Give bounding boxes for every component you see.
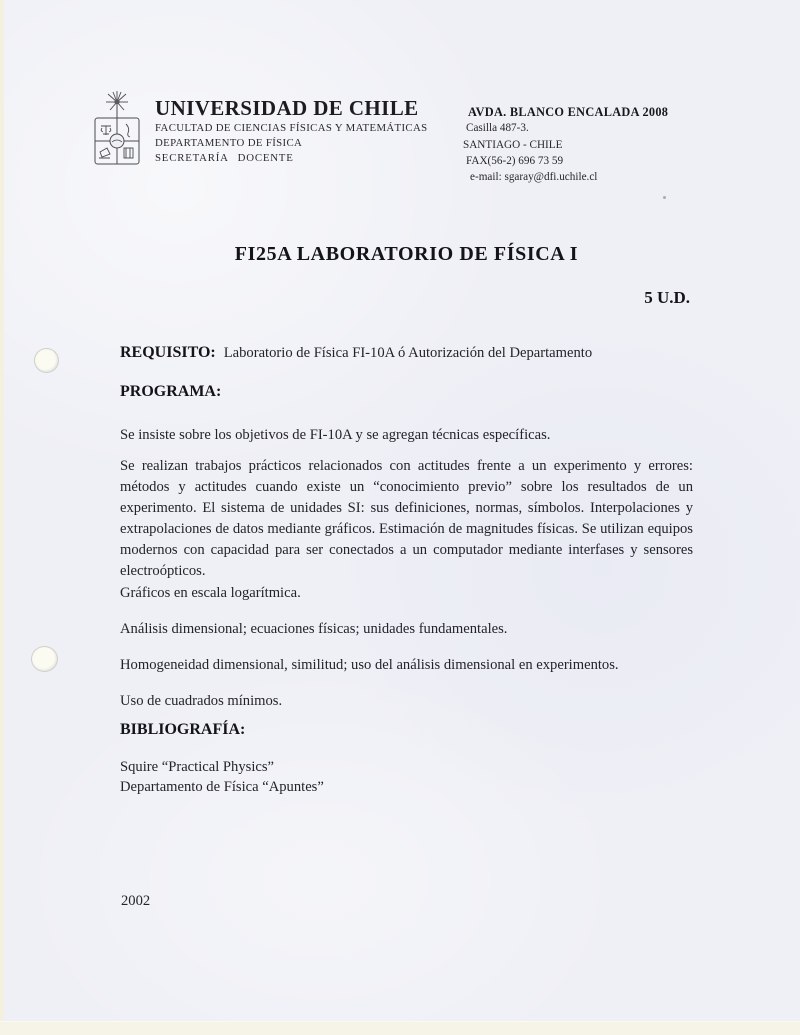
university-name: UNIVERSIDAD DE CHILE [155,96,419,120]
course-title: FI25A LABORATORIO DE FÍSICA I [234,243,579,265]
document-year: 2002 [121,893,151,909]
university-crest-icon [90,90,144,177]
programa-label: PROGRAMA: [120,383,222,400]
letterhead-left [155,98,428,163]
scan-edge-left [0,0,4,1035]
address-fax: FAX(56-2) 696 73 59 [466,154,564,167]
programa-paragraph: Se realizan trabajos prácticos relacionados con actitudes frente a un experimento y errores: métodos y actitudes cuando existe un “conocimiento previo” sobre los resultados de un experimento. El sistema de unidades SI: sus definiciones, normas, símbolos. Interpolaciones y extrapolaciones de datos mediante gráficos. Estimación de magnitudes físicas. Se utilizan equipos modernos con capacidad para ser conectados a un computador mediante interfases y sensores electroópticos. [120,458,693,579]
hole-punch [34,348,59,373]
bibliografia-item: Departamento de Física “Apuntes” [120,779,324,795]
programa-item: Gráficos en escala logarítmica. [120,585,301,601]
faculty-name: FACULTAD DE CIENCIAS FÍSICAS Y MATEMÁTICAS [155,122,428,134]
address-casilla: Casilla 487-3. [466,122,529,135]
programa-paragraph: Se insiste sobre los objetivos de FI-10A y se agregan técnicas específicas. [120,427,551,443]
course-credits: 5 U.D. [644,288,690,307]
requisito-label: REQUISITO: [120,344,216,361]
address-email: e-mail: sgaray@dfi.uchile.cl [470,170,598,183]
programa-item: Análisis dimensional; ecuaciones físicas; unidades fundamentales. [120,621,508,637]
bibliografia-list [120,757,693,797]
requisito-line [120,342,693,364]
department-name: DEPARTAMENTO DE FÍSICA [155,136,303,149]
hole-punch [31,646,58,672]
programa-item: Homogeneidad dimensional, similitud; uso del análisis dimensional en experimentos. [120,657,619,673]
scan-edge-bottom [0,1021,800,1035]
address-street: AVDA. BLANCO ENCALADA 2008 [468,105,669,119]
office-name: SECRETARÍA DOCENTE [155,151,294,164]
scan-speck [663,196,666,199]
requisito-value: Laboratorio de Física FI-10A ó Autorización del Departamento [223,345,593,361]
bibliografia-label: BIBLIOGRAFÍA: [120,721,246,738]
address-city: SANTIAGO - CHILE [463,138,563,151]
programa-item: Uso de cuadrados mínimos. [120,693,283,709]
letterhead-address [463,106,668,188]
bibliografia-item: Squire “Practical Physics” [120,759,275,775]
